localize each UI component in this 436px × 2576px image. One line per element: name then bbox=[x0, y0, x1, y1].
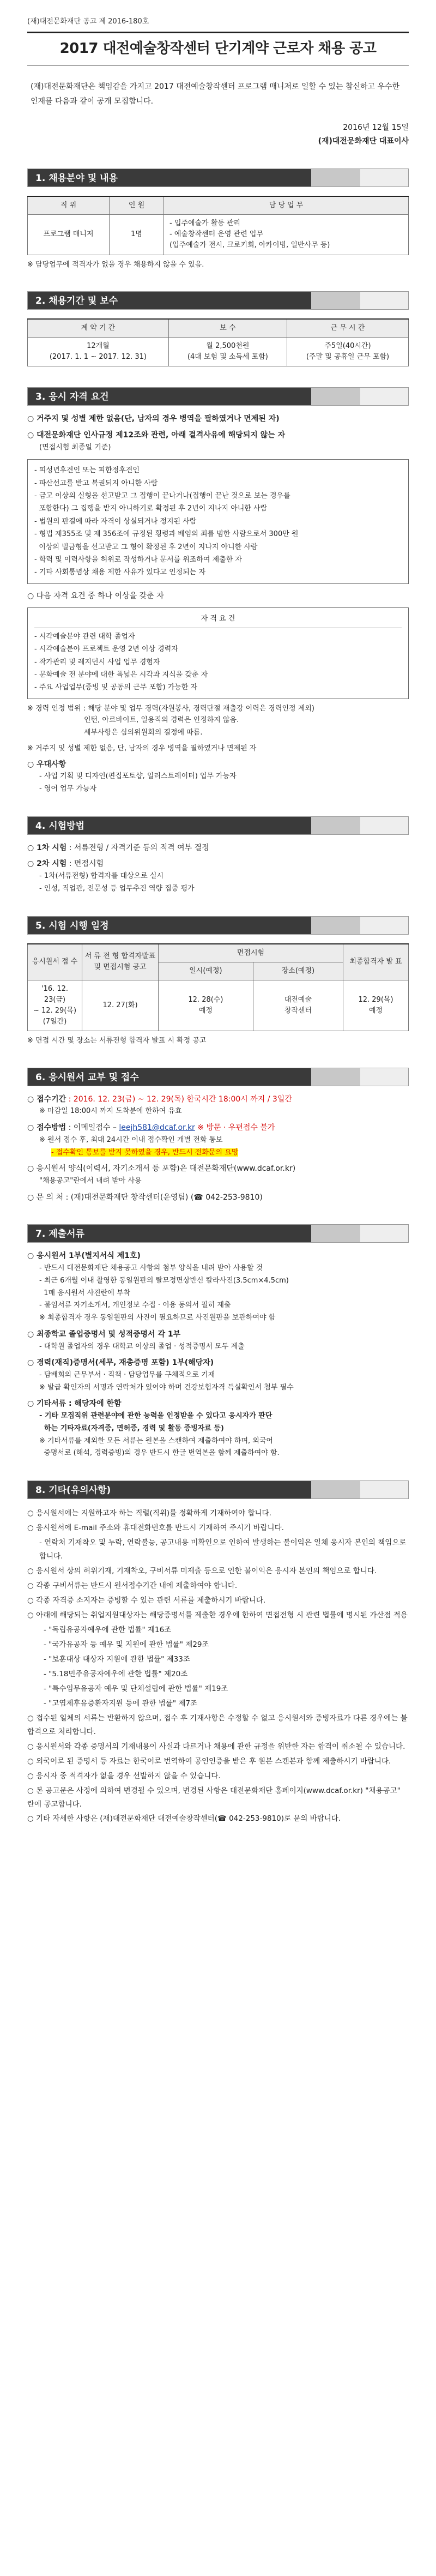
pay-amount: 월 2,500천원 bbox=[206, 341, 250, 350]
qual-disqualification: ○ 대전문화재단 인사규정 제12조와 관련, 아래 결격사유에 해당되지 않는 자 bbox=[27, 430, 286, 440]
disqualification-box bbox=[27, 459, 409, 584]
section-header bbox=[27, 168, 409, 187]
receipt-line: ~ 12. 29(목) bbox=[33, 1007, 77, 1015]
footnote: ※ 면접 시간 및 장소는 서류전형 합격자 발표 시 확정 공고 bbox=[27, 1037, 207, 1045]
form-download-line: "채용공고"란에서 내려 받아 사용 bbox=[39, 1176, 142, 1185]
col-header: 보 수 bbox=[168, 319, 287, 338]
note-item: ○ 응시자 중 적격자가 없을 경우 선발하지 않을 수 있습니다. bbox=[27, 1771, 221, 1780]
col-header: 근 무 시 간 bbox=[287, 319, 408, 338]
section-recruitment-field bbox=[27, 168, 409, 270]
notes-list bbox=[27, 1507, 409, 1826]
header-decoration bbox=[360, 1068, 408, 1086]
col-header: 서 류 전 형 합격자발표 및 면접시험 공고 bbox=[82, 944, 159, 980]
header-decoration bbox=[360, 292, 408, 309]
list-item: 하는 기타자료(자격증, 면허증, 경력 및 활동 증빙자료 등) bbox=[39, 1424, 224, 1433]
duty-line: (입주예술가 전시, 크로키회, 아카이빙, 일반사무 등) bbox=[169, 241, 330, 250]
section-header bbox=[27, 291, 409, 310]
career-note-line: 세부사항은 심의위원회의 결정에 따름. bbox=[84, 728, 203, 737]
list-item: - 형법 제355조 및 제 356조에 규정된 횡령과 배임의 죄를 범한 사람으로서 300만 원 bbox=[34, 530, 299, 539]
interview-date-line: 예정 bbox=[198, 1007, 213, 1015]
final-line: 예정 bbox=[368, 1007, 383, 1015]
header-decoration bbox=[311, 917, 360, 934]
requirements-box bbox=[27, 607, 409, 699]
list-item: - 영어 업무 가능자 bbox=[39, 785, 96, 793]
preference-title: ○ 우대사항 bbox=[27, 760, 66, 769]
period-note: ※ 마감일 18:00시 까지 도착분에 한하여 유효 bbox=[39, 1107, 182, 1116]
qual-residence: ○ 거주지 및 성별 제한 없음(단, 남자의 경우 병역을 필하였거나 면제된 자) bbox=[27, 414, 280, 424]
note-item: - "국가유공자 등 예우 및 지원에 관한 법률" 제29조 bbox=[44, 1640, 209, 1649]
col-header: 계 약 기 간 bbox=[28, 319, 169, 338]
announce-date: 2016년 12월 15일 bbox=[343, 123, 409, 132]
recruitment-table bbox=[27, 196, 409, 255]
note-item: ○ 응시원서에는 지원하고자 하는 직렬(직위)를 정확하게 기재하여야 합니다. bbox=[27, 1509, 271, 1518]
header-decoration bbox=[311, 817, 360, 834]
application-period bbox=[27, 1094, 409, 1106]
header-decoration bbox=[311, 1068, 360, 1086]
doc-group-title: ○ 최종학교 졸업증명서 및 성적증명서 각 1부 bbox=[27, 1329, 181, 1339]
header-decoration bbox=[360, 388, 408, 405]
col-header: 인 원 bbox=[110, 196, 164, 215]
section-title: 5. 시험 시행 일정 bbox=[28, 917, 311, 934]
header-decoration bbox=[311, 169, 360, 186]
cell-result: 12. 27(화) bbox=[82, 980, 159, 1031]
section-application bbox=[27, 1068, 409, 1204]
col-header: 장소(예정) bbox=[253, 962, 343, 980]
doc-group-title: ○ 경력(재직)증명서(세무, 재총증명 포함) 1부(해당자) bbox=[27, 1358, 214, 1368]
note-item: ○ 각종 구비서류는 반드시 원서접수기간 내에 제출하여야 합니다. bbox=[27, 1581, 238, 1590]
note-item: - "특수임무유공자 예우 및 단체설립에 관한 법률" 제19조 bbox=[44, 1684, 228, 1693]
period-range: (2017. 1. 1 ~ 2017. 12. 31) bbox=[49, 352, 147, 361]
announce-org: (재)대전문화재단 대표이사 bbox=[318, 137, 409, 146]
list-item: - 기타 사회통념상 채용 제한 사유가 있다고 인정되는 자 bbox=[34, 568, 206, 577]
cell-final bbox=[343, 980, 409, 1031]
note-item: ○ 기타 자세한 사항은 (재)대전문화재단 대전예술창작센터(☎ 042-253-9810)로 문의 바랍니다. bbox=[27, 1814, 341, 1823]
note-item: - "독립유공자예우에 관한 법률" 제16조 bbox=[44, 1625, 172, 1634]
exam-step-label: ○ 2차 시험 bbox=[27, 859, 67, 869]
header-decoration bbox=[360, 817, 408, 834]
list-item: - 피성년후견인 또는 피한정후견인 bbox=[34, 466, 140, 475]
list-item: - 문화예술 전 분야에 대한 폭넓은 시각과 지식을 갖춘 자 bbox=[34, 671, 208, 679]
note-item: ○ 응시원서 상의 허위기재, 기재착오, 구비서류 미제출 등으로 인한 불이익은 응시자 본인의 책임으로 합니다. bbox=[27, 1567, 377, 1575]
section-schedule bbox=[27, 916, 409, 1047]
method-label: ○ 접수방법 bbox=[27, 1123, 66, 1133]
list-item: - 기타 모집직위 관련분야에 관한 능력을 인정받을 수 있다고 응시자가 판단 bbox=[39, 1412, 272, 1421]
section-title: 7. 제출서류 bbox=[28, 1225, 311, 1242]
list-item: - 사업 기획 및 디자인(편집포토샵, 일러스트레이터) 업무 가능자 bbox=[39, 772, 237, 781]
col-header: 담 당 업 무 bbox=[164, 196, 409, 215]
section-notes bbox=[27, 1480, 409, 1826]
section-header bbox=[27, 1068, 409, 1086]
note-item: ○ 각종 자격증 소지자는 증빙할 수 있는 관련 서류를 제출하시기 바랍니다. bbox=[27, 1596, 266, 1605]
method-note: ※ 원서 접수 후, 최대 24시간 이내 접수확인 개별 전화 통보 bbox=[39, 1135, 223, 1144]
duty-line: - 입주예술가 활동 관리 bbox=[169, 219, 241, 228]
note-item: - "보훈대상 대상자 지원에 관한 법률" 제33조 bbox=[44, 1654, 190, 1664]
section-title: 1. 채용분야 및 내용 bbox=[28, 169, 311, 186]
exam-step-text: : 면접시험 bbox=[66, 859, 104, 869]
note-item: ○ 외국어로 된 증명서 등 자료는 한국어로 번역하여 공인인증을 받은 후 원본 스캔본과 함께 제출하시기 바랍니다. bbox=[27, 1756, 391, 1766]
section-title: 4. 시험방법 bbox=[28, 817, 311, 834]
footnote: ※ 담당업무에 적격자가 없을 경우 채용하지 않을 수 있음. bbox=[27, 260, 204, 269]
exam-step-1 bbox=[27, 842, 409, 854]
header-decoration bbox=[311, 1481, 360, 1498]
header-decoration bbox=[311, 1225, 360, 1242]
col-header: 면접시험 bbox=[159, 944, 343, 962]
header-decoration bbox=[311, 388, 360, 405]
col-header: 최종합격자 발 표 bbox=[343, 944, 409, 980]
cell-hours bbox=[287, 337, 408, 366]
method-text: : 이메일접수 – bbox=[66, 1123, 119, 1133]
section-period-pay bbox=[27, 291, 409, 366]
duty-line: - 예술창작센터 운영 관련 업무 bbox=[169, 230, 263, 239]
section-header bbox=[27, 916, 409, 935]
list-item: - 시각예술분야 관련 대학 졸업자 bbox=[34, 632, 135, 641]
list-item: - 반드시 대전문화재단 채용공고 사항의 첨부 양식을 내려 받아 사용할 것 bbox=[39, 1264, 263, 1273]
intro-text: (재)대전문화재단은 책임감을 가지고 2017 대전예술창작센터 프로그램 매니저로 일할 수 있는 참신하고 우수한 인재를 다음과 같이 공개 모집합니다. bbox=[31, 82, 400, 106]
cell-interview-date bbox=[159, 980, 253, 1031]
section-header bbox=[27, 387, 409, 406]
interview-date-line: 12. 28(수) bbox=[188, 996, 223, 1004]
list-item: 포함한다) 그 집행을 받지 아니하기로 확정된 후 2년이 지나지 아니한 사람 bbox=[34, 504, 268, 513]
exam-step-text: : 서류전형 / 자격기준 등의 적격 여부 결정 bbox=[66, 843, 209, 852]
note-item: ○ 응시원서와 각종 증명서의 기재내용이 사실과 다르거나 채용에 관한 규정을 위반한 자는 합격이 취소될 수 있습니다. bbox=[27, 1742, 405, 1751]
list-item: - 1차(서류전형) 합격자를 대상으로 실시 bbox=[39, 872, 164, 881]
section-title: 6. 응시원서 교부 및 접수 bbox=[28, 1068, 311, 1086]
interview-place-line: 창작센터 bbox=[284, 1007, 312, 1015]
period-months: 12개월 bbox=[87, 341, 110, 350]
list-item: - 법원의 판결에 따라 자격이 상실되거나 정지된 사람 bbox=[34, 517, 197, 526]
section-header bbox=[27, 1224, 409, 1243]
list-item: - 작가관리 및 레지던시 사업 업무 경험자 bbox=[34, 658, 160, 666]
form-download: ○ 응시원서 양식(이력서, 자기소개서 등 포함)은 대전문화재단(www.dcaf.or.kr) bbox=[27, 1164, 296, 1173]
cell-interview-place bbox=[253, 980, 343, 1031]
page-title: 2017 대전예술창작센터 단기계약 근로자 채용 공고 bbox=[27, 32, 409, 65]
box-title: 자 격 요 건 bbox=[34, 612, 402, 628]
list-item: - 인성, 직업관, 전문성 등 업무추진 역량 집중 평가 bbox=[39, 884, 195, 893]
contact-info: ○ 문 의 처 : (재)대전문화재단 창작센터(운영팀) (☎ 042-253-9810) bbox=[27, 1193, 263, 1202]
cell-position: 프로그램 매니저 bbox=[28, 215, 110, 255]
col-header: 직 위 bbox=[28, 196, 110, 215]
final-line: 12. 29(목) bbox=[358, 996, 393, 1004]
note-item: ○ 본 공고문은 사정에 의하여 변경될 수 있으며, 변경된 사항은 대전문화재단 홈페이지(www.dcaf.or.kr) "채용공고" 란에 공고합니다. bbox=[27, 1786, 401, 1809]
highlight-text: - 접수확인 통보를 받지 못하였을 경우, 반드시 전화문의 요망 bbox=[51, 1148, 239, 1157]
note-item: - "5.18민주유공자예우에 관한 법률" 제20조 bbox=[44, 1669, 188, 1678]
section-qualifications bbox=[27, 387, 409, 796]
career-note: ※ 경력 인정 범위 : 해당 분야 및 업무 경력(자원봉사, 경력단절 재출강 이력은 경력인정 제외) bbox=[27, 704, 314, 713]
cell-receipt bbox=[28, 980, 82, 1031]
receipt-line: (7일간) bbox=[43, 1018, 67, 1026]
list-item: 1매 응시원서 사진란에 부착 bbox=[39, 1289, 131, 1297]
exam-step-2 bbox=[27, 858, 409, 870]
doc-group-title: ○ 기타서류 : 해당자에 한함 bbox=[27, 1399, 122, 1409]
exam-step-label: ○ 1차 시험 bbox=[27, 843, 67, 852]
list-item: - 불임서류 자기소개서, 개인정보 수집 · 이용 동의서 필히 제출 bbox=[39, 1301, 231, 1310]
method-note-red bbox=[27, 1147, 409, 1159]
col-header: 일시(예정) bbox=[159, 962, 253, 980]
doc-number: (재)대전문화재단 공고 제 2016-180호 bbox=[27, 17, 149, 26]
section-header bbox=[27, 816, 409, 835]
interview-place-line: 대전예술 bbox=[284, 996, 312, 1004]
list-item: - 시각예술분야 프로젝트 운영 2년 이상 경력자 bbox=[34, 645, 178, 654]
cell-period bbox=[28, 337, 169, 366]
list-item: - 최근 6개월 이내 촬영한 동일원판의 탈모정면상반신 칼라사진(3.5cm×4.5cm) bbox=[39, 1276, 289, 1285]
list-item: ※ 최종합격자 경우 동일원판의 사진이 필요하므로 사진원판을 보관하여야 함 bbox=[39, 1314, 276, 1322]
period-value: : 2016. 12. 23(금) ~ 12. 29(목) 한국시간 18:00시 까지 / 3일간 bbox=[66, 1094, 292, 1104]
qual-requirement-intro: ○ 다음 자격 요건 중 하나 이상을 갖춘 자 bbox=[27, 591, 164, 600]
note-item: ○ 접수된 일체의 서류는 반환하지 않으며, 접수 후 기재사항은 수정할 수 없고 응시원서와 증빙자료가 다른 경우에는 불합격으로 처리합니다. bbox=[27, 1713, 408, 1736]
header-decoration bbox=[360, 1481, 408, 1498]
header-decoration bbox=[360, 169, 408, 186]
cell-count: 1명 bbox=[110, 215, 164, 255]
section-documents bbox=[27, 1224, 409, 1460]
note-item: - "고엽제후유증환자지원 등에 관한 법률" 제7조 bbox=[44, 1699, 198, 1708]
section-title: 3. 응시 자격 요건 bbox=[28, 388, 311, 405]
section-title: 8. 기타(유의사항) bbox=[28, 1481, 311, 1498]
doc-group-title: ○ 응시원서 1부(별지서식 제1호) bbox=[27, 1251, 141, 1261]
hours-note: (주말 및 공휴일 근무 포함) bbox=[306, 352, 390, 361]
receipt-line: '16. 12. 23(금) bbox=[41, 984, 69, 1004]
col-header: 응시원서 접 수 bbox=[28, 944, 82, 980]
header-decoration bbox=[360, 1225, 408, 1242]
list-item: ※ 기타서류를 제외한 모든 서류는 원본을 스캔하여 제출하여야 하며, 외국어 bbox=[39, 1436, 273, 1445]
email-link[interactable]: leejh581@dcaf.or.kr bbox=[119, 1123, 195, 1133]
header-decoration bbox=[360, 917, 408, 934]
application-method bbox=[27, 1122, 409, 1134]
period-pay-table bbox=[27, 318, 409, 366]
header-decoration bbox=[311, 292, 360, 309]
list-item: 이상의 벌금형을 선고받고 그 형이 확정된 후 2년이 지나지 아니한 사람 bbox=[34, 543, 258, 551]
list-item: - 담배회의 근무부서 · 직책 · 담당업무를 구체적으로 기재 bbox=[39, 1370, 215, 1379]
note-item: ○ 아래에 해당되는 취업지원대상자는 해당증명서를 제출한 경우에 한하여 면접전형 시 관련 법률에 명시된 가산점 적용 bbox=[27, 1610, 408, 1620]
cell-duties bbox=[164, 215, 409, 255]
section-exam-method bbox=[27, 816, 409, 895]
period-label: ○ 접수기간 bbox=[27, 1094, 66, 1104]
schedule-table bbox=[27, 943, 409, 1032]
list-item: 증명서로 (해석, 경력증빙)의 경우 반드시 한글 번역본을 함께 제출하여야 함. bbox=[39, 1449, 280, 1458]
section-header bbox=[27, 1480, 409, 1499]
section-title: 2. 채용기간 및 보수 bbox=[28, 292, 311, 309]
method-warning: ※ 방문 · 우편접수 불가 bbox=[195, 1123, 275, 1133]
list-item: ※ 발급 확인자의 서명과 연락처가 있어야 하며 건강보험자격 득실확인서 첨부 필수 bbox=[39, 1383, 294, 1392]
gender-note: ※ 거주지 및 성별 제한 없음, 단, 남자의 경우 병역을 필하였거나 면제된 자 bbox=[27, 744, 257, 753]
list-item: - 대학원 졸업자의 경우 대학교 이상의 졸업 · 성적증명서 모두 제출 bbox=[39, 1342, 245, 1351]
list-item: - 주요 사업업무(증빙 및 공동의 근무 포함) 가능한 자 bbox=[34, 683, 198, 692]
list-item: - 파산선고를 받고 복권되지 아니한 사람 bbox=[34, 479, 158, 487]
cell-pay bbox=[168, 337, 287, 366]
list-item: - 금고 이상의 실형을 선고받고 그 집행이 끝나거나(집행이 끝난 것으로 보는 경우를 bbox=[34, 492, 290, 501]
career-note-line: 인턴, 아르바이트, 일용직의 경력은 인정하지 않음. bbox=[84, 715, 239, 724]
list-item: - 학력 및 이력사항을 허위로 작성하거나 문서를 위조하여 제출한 자 bbox=[34, 555, 242, 564]
note-item: ○ 응시원서에 E-mail 주소와 휴대전화번호를 반드시 기재하여 주시기 바랍니다. bbox=[27, 1524, 284, 1533]
qual-basis: (면접시험 최종일 기준) bbox=[39, 443, 111, 452]
hours-amount: 주5일(40시간) bbox=[324, 341, 371, 350]
pay-note: (4대 보험 및 소득세 포함) bbox=[187, 352, 268, 361]
note-item: - 연락처 기재착오 및 누락, 연락불능, 공고내용 미확인으로 인하여 발생하는 불이익은 일체 응시자 본인의 책임으로 합니다. bbox=[39, 1538, 407, 1561]
